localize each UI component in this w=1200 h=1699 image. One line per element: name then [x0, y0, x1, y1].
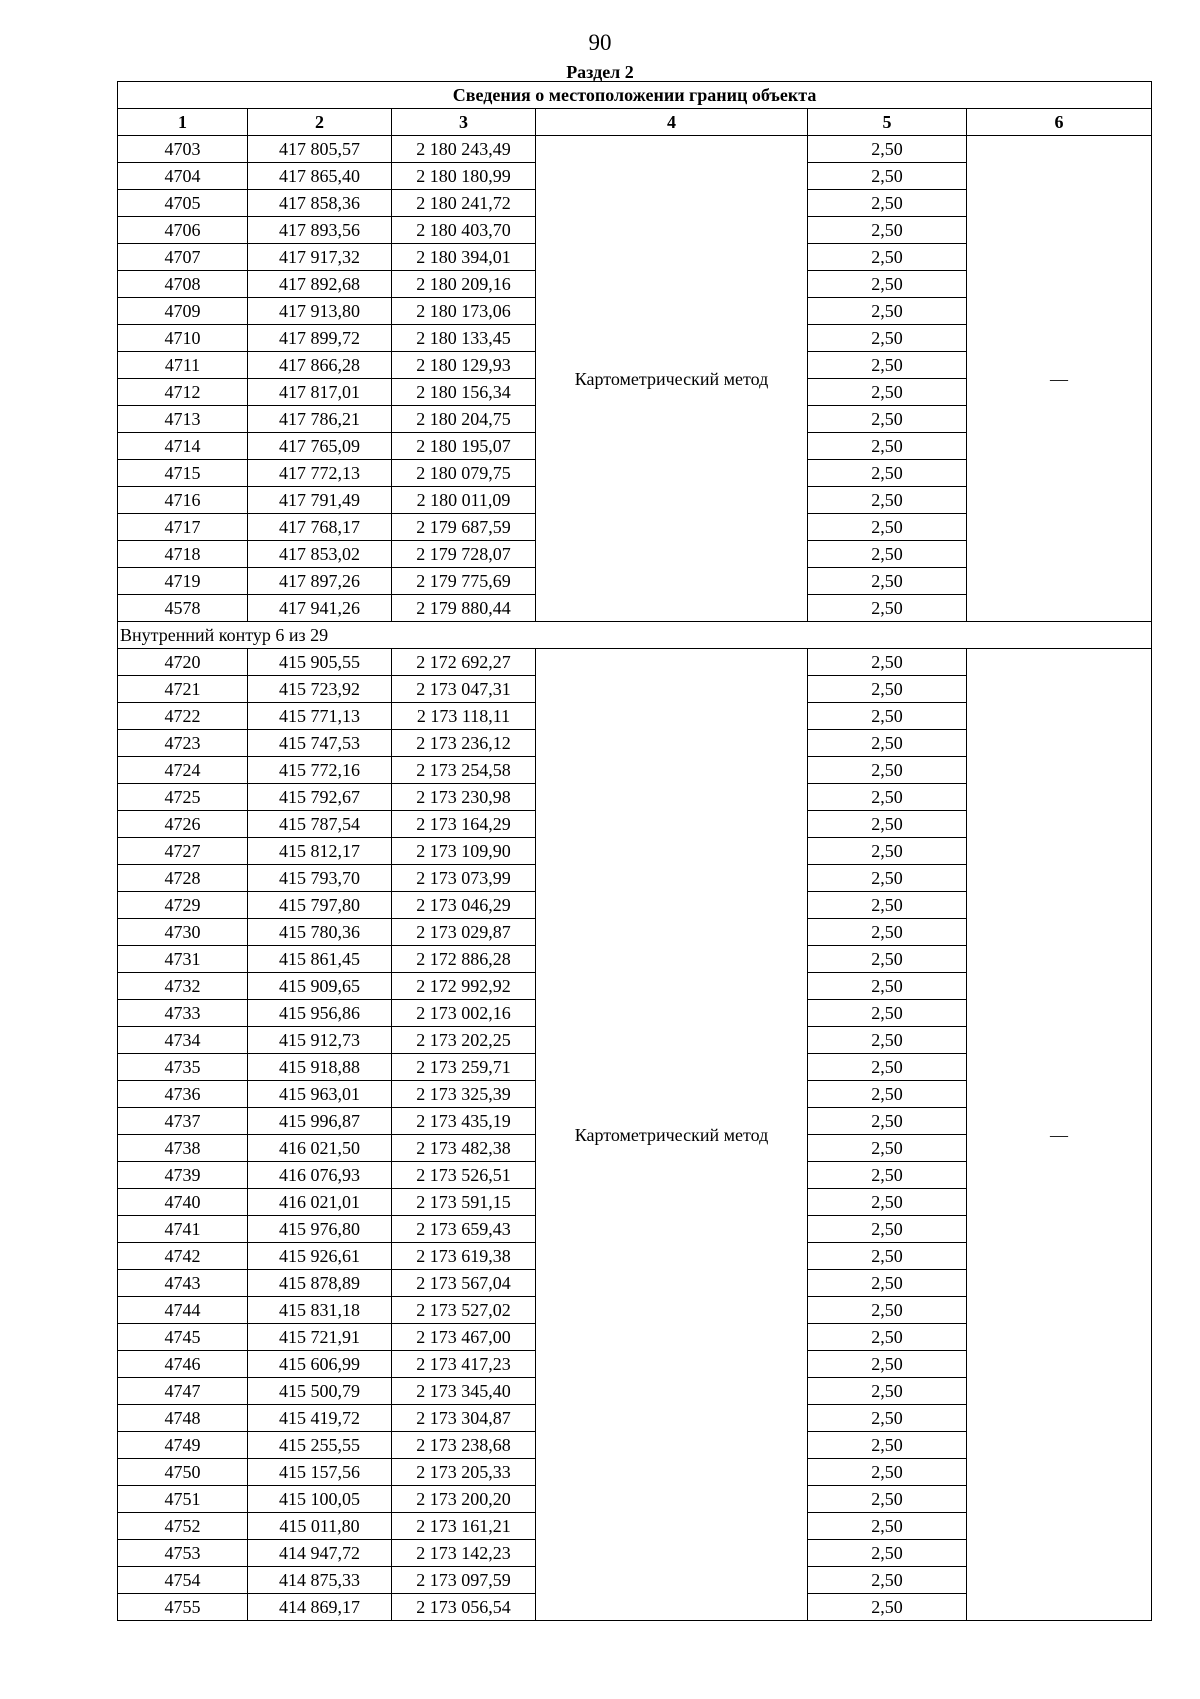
coord-x: 414 869,17	[248, 1594, 392, 1621]
precision-value: 2,50	[808, 1594, 967, 1621]
method-cell: Картометрический метод	[536, 136, 808, 622]
precision-value: 2,50	[808, 352, 967, 379]
coord-y: 2 172 886,28	[392, 946, 536, 973]
point-number: 4709	[118, 298, 248, 325]
coord-y: 2 180 204,75	[392, 406, 536, 433]
coord-y: 2 173 254,58	[392, 757, 536, 784]
coord-x: 415 780,36	[248, 919, 392, 946]
coord-x: 417 791,49	[248, 487, 392, 514]
coord-x: 415 419,72	[248, 1405, 392, 1432]
coord-y: 2 173 236,12	[392, 730, 536, 757]
coord-y: 2 173 056,54	[392, 1594, 536, 1621]
precision-value: 2,50	[808, 541, 967, 568]
coord-y: 2 173 567,04	[392, 1270, 536, 1297]
coord-x: 417 865,40	[248, 163, 392, 190]
coord-y: 2 180 403,70	[392, 217, 536, 244]
point-number: 4733	[118, 1000, 248, 1027]
column-header: 3	[392, 109, 536, 136]
table-body	[118, 136, 1152, 1621]
coord-y: 2 173 202,25	[392, 1027, 536, 1054]
coord-y: 2 173 659,43	[392, 1216, 536, 1243]
precision-value: 2,50	[808, 946, 967, 973]
point-number: 4708	[118, 271, 248, 298]
precision-value: 2,50	[808, 892, 967, 919]
point-number: 4706	[118, 217, 248, 244]
coord-x: 417 899,72	[248, 325, 392, 352]
coord-x: 415 747,53	[248, 730, 392, 757]
precision-value: 2,50	[808, 838, 967, 865]
precision-value: 2,50	[808, 1135, 967, 1162]
coord-y: 2 172 692,27	[392, 649, 536, 676]
coord-x: 415 912,73	[248, 1027, 392, 1054]
precision-value: 2,50	[808, 514, 967, 541]
coord-x: 416 076,93	[248, 1162, 392, 1189]
precision-value: 2,50	[808, 1567, 967, 1594]
precision-value: 2,50	[808, 676, 967, 703]
coord-x: 415 100,05	[248, 1486, 392, 1513]
coord-y: 2 173 109,90	[392, 838, 536, 865]
page-number: 90	[588, 30, 612, 55]
coord-y: 2 180 173,06	[392, 298, 536, 325]
coord-y: 2 180 129,93	[392, 352, 536, 379]
coord-x: 417 817,01	[248, 379, 392, 406]
coord-y: 2 173 435,19	[392, 1108, 536, 1135]
coord-x: 417 772,13	[248, 460, 392, 487]
coord-y: 2 173 304,87	[392, 1405, 536, 1432]
precision-value: 2,50	[808, 1027, 967, 1054]
precision-value: 2,50	[808, 217, 967, 244]
coord-y: 2 179 775,69	[392, 568, 536, 595]
point-number: 4710	[118, 325, 248, 352]
coord-x: 417 765,09	[248, 433, 392, 460]
point-number: 4707	[118, 244, 248, 271]
column-header: 4	[536, 109, 808, 136]
precision-value: 2,50	[808, 1405, 967, 1432]
point-number: 4752	[118, 1513, 248, 1540]
precision-value: 2,50	[808, 568, 967, 595]
point-number: 4753	[118, 1540, 248, 1567]
precision-value: 2,50	[808, 1054, 967, 1081]
coord-y: 2 173 205,33	[392, 1459, 536, 1486]
column-header: 5	[808, 109, 967, 136]
coord-y: 2 179 728,07	[392, 541, 536, 568]
coord-y: 2 180 394,01	[392, 244, 536, 271]
coord-x: 417 866,28	[248, 352, 392, 379]
coord-y: 2 180 243,49	[392, 136, 536, 163]
coord-y: 2 173 417,23	[392, 1351, 536, 1378]
precision-value: 2,50	[808, 973, 967, 1000]
coord-x: 417 893,56	[248, 217, 392, 244]
coord-y: 2 173 161,21	[392, 1513, 536, 1540]
precision-value: 2,50	[808, 1270, 967, 1297]
point-number: 4735	[118, 1054, 248, 1081]
precision-value: 2,50	[808, 1324, 967, 1351]
contour-heading-row	[118, 622, 1152, 649]
precision-value: 2,50	[808, 865, 967, 892]
coord-x: 415 011,80	[248, 1513, 392, 1540]
coord-y: 2 180 209,16	[392, 271, 536, 298]
point-number: 4739	[118, 1162, 248, 1189]
point-number: 4711	[118, 352, 248, 379]
coord-x: 415 996,87	[248, 1108, 392, 1135]
coord-x: 415 721,91	[248, 1324, 392, 1351]
precision-value: 2,50	[808, 811, 967, 838]
coord-x: 415 878,89	[248, 1270, 392, 1297]
table-row	[118, 136, 1152, 163]
coord-x: 415 812,17	[248, 838, 392, 865]
point-number: 4754	[118, 1567, 248, 1594]
precision-value: 2,50	[808, 757, 967, 784]
point-number: 4738	[118, 1135, 248, 1162]
point-number: 4718	[118, 541, 248, 568]
point-number: 4734	[118, 1027, 248, 1054]
method-cell: Картометрический метод	[536, 649, 808, 1621]
coord-y: 2 173 526,51	[392, 1162, 536, 1189]
coord-y: 2 179 687,59	[392, 514, 536, 541]
point-number: 4744	[118, 1297, 248, 1324]
coord-x: 414 947,72	[248, 1540, 392, 1567]
precision-value: 2,50	[808, 271, 967, 298]
point-number: 4724	[118, 757, 248, 784]
precision-value: 2,50	[808, 298, 967, 325]
table-header-row	[118, 109, 1152, 136]
point-number: 4751	[118, 1486, 248, 1513]
precision-value: 2,50	[808, 1243, 967, 1270]
coord-x: 415 787,54	[248, 811, 392, 838]
precision-value: 2,50	[808, 595, 967, 622]
coord-x: 415 956,86	[248, 1000, 392, 1027]
coord-y: 2 173 142,23	[392, 1540, 536, 1567]
coord-x: 417 786,21	[248, 406, 392, 433]
coord-y: 2 173 118,11	[392, 703, 536, 730]
point-number: 4727	[118, 838, 248, 865]
precision-value: 2,50	[808, 379, 967, 406]
precision-value: 2,50	[808, 919, 967, 946]
coord-y: 2 173 164,29	[392, 811, 536, 838]
column-header: 2	[248, 109, 392, 136]
coord-x: 415 793,70	[248, 865, 392, 892]
precision-value: 2,50	[808, 1513, 967, 1540]
point-number: 4740	[118, 1189, 248, 1216]
coord-x: 417 917,32	[248, 244, 392, 271]
coord-y: 2 172 992,92	[392, 973, 536, 1000]
point-number: 4732	[118, 973, 248, 1000]
precision-value: 2,50	[808, 406, 967, 433]
point-number: 4719	[118, 568, 248, 595]
point-number: 4712	[118, 379, 248, 406]
coord-x: 417 897,26	[248, 568, 392, 595]
coord-x: 417 941,26	[248, 595, 392, 622]
point-number: 4745	[118, 1324, 248, 1351]
coord-x: 415 926,61	[248, 1243, 392, 1270]
coord-x: 415 861,45	[248, 946, 392, 973]
coord-y: 2 173 230,98	[392, 784, 536, 811]
coord-y: 2 173 200,20	[392, 1486, 536, 1513]
coord-y: 2 180 133,45	[392, 325, 536, 352]
precision-value: 2,50	[808, 1486, 967, 1513]
precision-value: 2,50	[808, 163, 967, 190]
coord-y: 2 173 238,68	[392, 1432, 536, 1459]
contour-heading: Внутренний контур 6 из 29	[118, 622, 1152, 649]
coord-x: 415 963,01	[248, 1081, 392, 1108]
coord-x: 415 905,55	[248, 649, 392, 676]
precision-value: 2,50	[808, 1081, 967, 1108]
precision-value: 2,50	[808, 1378, 967, 1405]
coord-x: 415 797,80	[248, 892, 392, 919]
coord-x: 416 021,01	[248, 1189, 392, 1216]
precision-value: 2,50	[808, 136, 967, 163]
coord-y: 2 173 325,39	[392, 1081, 536, 1108]
point-number: 4717	[118, 514, 248, 541]
point-number: 4721	[118, 676, 248, 703]
point-number: 4578	[118, 595, 248, 622]
point-number: 4720	[118, 649, 248, 676]
precision-value: 2,50	[808, 325, 967, 352]
point-number: 4705	[118, 190, 248, 217]
precision-value: 2,50	[808, 487, 967, 514]
point-number: 4748	[118, 1405, 248, 1432]
point-number: 4715	[118, 460, 248, 487]
precision-value: 2,50	[808, 1459, 967, 1486]
coord-y: 2 180 241,72	[392, 190, 536, 217]
coord-x: 415 909,65	[248, 973, 392, 1000]
precision-value: 2,50	[808, 1216, 967, 1243]
precision-value: 2,50	[808, 1162, 967, 1189]
coord-y: 2 173 619,38	[392, 1243, 536, 1270]
coord-y: 2 180 156,34	[392, 379, 536, 406]
point-number: 4713	[118, 406, 248, 433]
point-number: 4746	[118, 1351, 248, 1378]
point-number: 4755	[118, 1594, 248, 1621]
point-number: 4726	[118, 811, 248, 838]
coord-x: 415 255,55	[248, 1432, 392, 1459]
point-number: 4749	[118, 1432, 248, 1459]
coord-x: 415 772,16	[248, 757, 392, 784]
coord-x: 415 771,13	[248, 703, 392, 730]
coord-y: 2 173 467,00	[392, 1324, 536, 1351]
point-number: 4742	[118, 1243, 248, 1270]
coord-x: 417 913,80	[248, 298, 392, 325]
table-row	[118, 649, 1152, 676]
coord-x: 417 768,17	[248, 514, 392, 541]
coord-x: 415 157,56	[248, 1459, 392, 1486]
precision-value: 2,50	[808, 1189, 967, 1216]
point-number: 4729	[118, 892, 248, 919]
precision-value: 2,50	[808, 730, 967, 757]
precision-value: 2,50	[808, 1540, 967, 1567]
coord-y: 2 180 079,75	[392, 460, 536, 487]
precision-value: 2,50	[808, 1000, 967, 1027]
point-number: 4736	[118, 1081, 248, 1108]
coord-x: 417 892,68	[248, 271, 392, 298]
coord-y: 2 180 011,09	[392, 487, 536, 514]
point-number: 4703	[118, 136, 248, 163]
precision-value: 2,50	[808, 1297, 967, 1324]
coord-y: 2 173 345,40	[392, 1378, 536, 1405]
precision-value: 2,50	[808, 1108, 967, 1135]
point-number: 4728	[118, 865, 248, 892]
precision-value: 2,50	[808, 433, 967, 460]
precision-value: 2,50	[808, 784, 967, 811]
coord-x: 417 805,57	[248, 136, 392, 163]
coord-y: 2 180 180,99	[392, 163, 536, 190]
point-number: 4741	[118, 1216, 248, 1243]
column-header: 1	[118, 109, 248, 136]
column6-cell: —	[967, 136, 1152, 622]
point-number: 4750	[118, 1459, 248, 1486]
coord-x: 417 853,02	[248, 541, 392, 568]
table-title: Сведения о местоположении границ объекта	[118, 82, 1152, 109]
coord-x: 415 500,79	[248, 1378, 392, 1405]
point-number: 4714	[118, 433, 248, 460]
point-number: 4723	[118, 730, 248, 757]
point-number: 4730	[118, 919, 248, 946]
point-number: 4731	[118, 946, 248, 973]
precision-value: 2,50	[808, 190, 967, 217]
point-number: 4743	[118, 1270, 248, 1297]
coord-y: 2 173 029,87	[392, 919, 536, 946]
coord-y: 2 173 259,71	[392, 1054, 536, 1081]
precision-value: 2,50	[808, 460, 967, 487]
coord-y: 2 173 073,99	[392, 865, 536, 892]
coord-y: 2 173 002,16	[392, 1000, 536, 1027]
coord-x: 414 875,33	[248, 1567, 392, 1594]
coord-y: 2 173 482,38	[392, 1135, 536, 1162]
point-number: 4722	[118, 703, 248, 730]
coord-x: 415 723,92	[248, 676, 392, 703]
coord-x: 416 021,50	[248, 1135, 392, 1162]
coord-y: 2 180 195,07	[392, 433, 536, 460]
precision-value: 2,50	[808, 1351, 967, 1378]
column6-cell: —	[967, 649, 1152, 1621]
coordinates-table	[117, 81, 1152, 1621]
point-number: 4704	[118, 163, 248, 190]
precision-value: 2,50	[808, 1432, 967, 1459]
precision-value: 2,50	[808, 649, 967, 676]
coord-x: 415 792,67	[248, 784, 392, 811]
coord-x: 415 606,99	[248, 1351, 392, 1378]
point-number: 4737	[118, 1108, 248, 1135]
coord-y: 2 173 527,02	[392, 1297, 536, 1324]
coord-y: 2 173 591,15	[392, 1189, 536, 1216]
coord-x: 415 831,18	[248, 1297, 392, 1324]
point-number: 4725	[118, 784, 248, 811]
point-number: 4747	[118, 1378, 248, 1405]
precision-value: 2,50	[808, 703, 967, 730]
column-header: 6	[967, 109, 1152, 136]
coord-y: 2 173 046,29	[392, 892, 536, 919]
section-title: Раздел 2	[566, 62, 634, 82]
coord-x: 415 918,88	[248, 1054, 392, 1081]
coord-x: 415 976,80	[248, 1216, 392, 1243]
coord-y: 2 173 097,59	[392, 1567, 536, 1594]
coord-x: 417 858,36	[248, 190, 392, 217]
precision-value: 2,50	[808, 244, 967, 271]
point-number: 4716	[118, 487, 248, 514]
coord-y: 2 179 880,44	[392, 595, 536, 622]
coord-y: 2 173 047,31	[392, 676, 536, 703]
table-title-row	[118, 82, 1152, 109]
